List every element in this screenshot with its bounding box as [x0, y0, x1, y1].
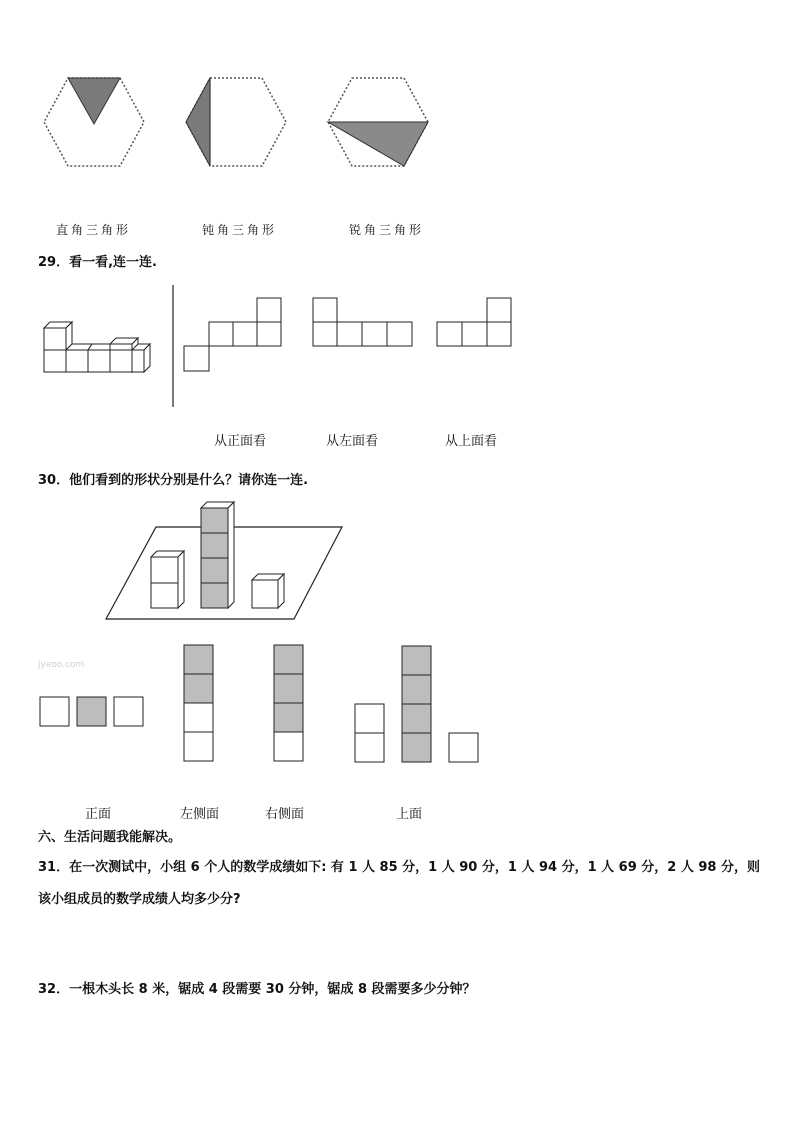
- q29-label-top: 从上面看: [445, 434, 498, 449]
- q30-option-a: [39, 696, 147, 728]
- q32-text: 32．一根木头长 8 米，锯成 4 段需要 30 分钟，锯成 8 段需要多少分钟？: [38, 982, 476, 997]
- q29-view-shape-a: [183, 297, 283, 375]
- q30-option-c: [273, 644, 305, 764]
- hexagon-obtuse-triangle: [182, 76, 292, 168]
- q30-label-left-side: 左侧面: [180, 807, 220, 822]
- section6-title: 六、生活问题我能解决。: [38, 830, 182, 845]
- q30-title: 30．他们看到的形状分别是什么？请你连一连.: [38, 473, 309, 488]
- hexagon-right-triangle: [40, 76, 150, 168]
- label-obtuse-triangle: 钝角三角形: [202, 223, 278, 237]
- q30-scene: [104, 498, 346, 622]
- q30-option-d: [354, 645, 482, 765]
- q31-text: 31．在一次测试中，小组 6 个人的数学成绩如下: 有 1 人 85 分，1 人 90 分，1 人 94 分，1 人 69 分，2 人 98 分，则该小组成员的数学成绩人均多少分?: [38, 860, 761, 907]
- q29-view-shape-b: [312, 297, 414, 351]
- q29-label-left: 从左面看: [326, 434, 379, 449]
- q29-label-front: 从正面看: [214, 434, 267, 449]
- q29-title: 29．看一看,连一连.: [38, 255, 157, 270]
- q29-view-shape-c: [436, 297, 514, 351]
- q30-label-right-side: 右侧面: [265, 807, 305, 822]
- q29-cube-solid: [40, 320, 160, 376]
- label-acute-triangle: 锐角三角形: [349, 223, 425, 237]
- q30-label-top: 上面: [396, 807, 423, 822]
- q30-label-front: 正面: [85, 807, 112, 822]
- label-right-triangle: 直角三角形: [56, 223, 132, 237]
- hexagon-acute-triangle: [324, 76, 434, 168]
- watermark: jyeoo.com: [38, 660, 85, 670]
- q30-option-b: [183, 644, 215, 764]
- q29-divider: [171, 285, 175, 407]
